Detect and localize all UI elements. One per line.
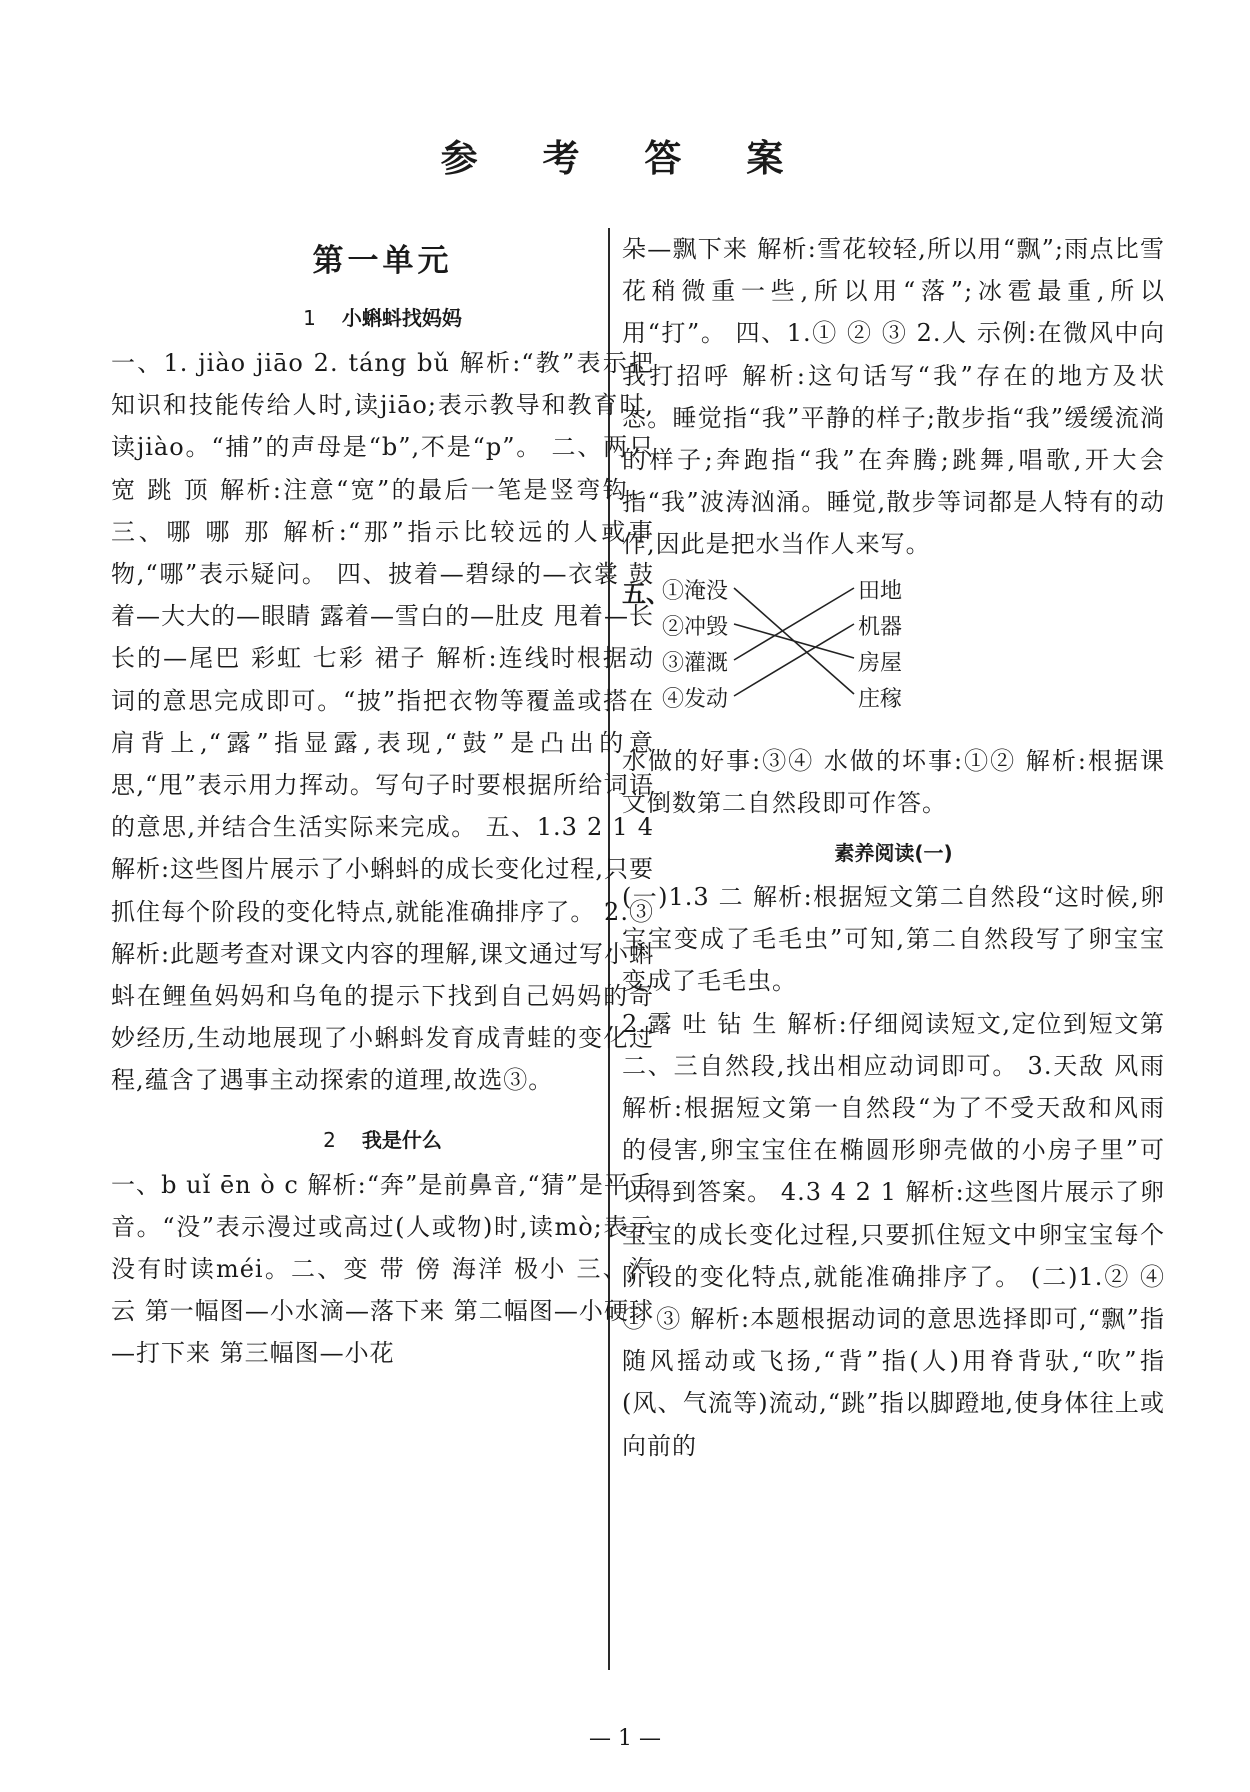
reading-heading: 素养阅读(一): [834, 841, 953, 866]
right-column: [622, 228, 1165, 1467]
match-left-item: ①淹没: [662, 578, 729, 604]
matching-exercise: [622, 570, 1165, 740]
lesson-2-heading: [111, 1116, 654, 1164]
match-line: [734, 624, 854, 696]
lesson-2-summary: 水做的好事:③④ 水做的坏事:①② 解析:根据课文倒数第二自然段即可作答。: [622, 746, 1165, 817]
lesson-1-number: 1: [303, 306, 316, 330]
reading-answer-2: 2.露 吐 钻 生 解析:仔细阅读短文,定位到短文第二、三自然段,找出相应动词即可。 3.天敌 风雨 解析:根据短文第一自然段“为了不受天敌和风雨的侵害,卵宝宝住在椭圆形卵壳做的小房子里”可以得到答案。 4.3 4 2 1 解析:这些图片展示了卵宝宝的成长变化过程,只要抓住短文中卵宝宝每个阶段的变化特点,就能准确排序了。 (二)1.② ④ ① ③ 解析:本题根据动词的意思选择即可,“飘”指随风摇动或飞扬,“背”指(人)用脊背驮,“吹”指(风、气流等)流动,“跳”指以脚蹬地,使身体往上或向前的: [622, 1009, 1165, 1460]
lesson-1-answers: 一、1. jiào jiāo 2. táng bǔ 解析:“教”表示把知识和技能传给人时,读jiāo;表示教导和教育时,读jiào。“捕”的声母是“b”,不是“p”。 二、两只 宽 跳 顶 解析:注意“宽”的最后一笔是竖弯钩。三、哪 哪 那 解析:“那”指示比较远的人或事物,“哪”表示疑问。 四、披着—碧绿的—衣裳 鼓着—大大的—眼睛 露着—雪白的—肚皮 甩着—长长的—尾巴 彩虹 七彩 裙子 解析:连线时根据动词的意思完成即可。“披”指把衣物等覆盖或搭在肩背上,“露”指显露,表现,“鼓”是凸出的意思,“甩”表示用力挥动。写句子时要根据所给词语的意思,并结合生活实际来完成。 五、1.3 2 1 4 解析:这些图片展示了小蝌蚪的成长变化过程,只要抓住每个阶段的变化特点,就能准确排序了。 2.③ 解析:此题考查对课文内容的理解,课文通过写小蝌蚪在鲤鱼妈妈和乌龟的提示下找到自己妈妈的奇妙经历,生动地展现了小蝌蚪发育成青蛙的变化过程,蕴含了遇事主动探索的道理,故选③。: [111, 349, 654, 1095]
match-left-item: ④发动: [662, 686, 729, 712]
unit-title: 第一单元: [312, 243, 453, 279]
page-number: — 1 —: [589, 1726, 661, 1751]
match-left-item: ②冲毁: [662, 614, 729, 640]
match-left-item: ③灌溉: [662, 650, 729, 676]
lesson-2-title: 我是什么: [361, 1127, 442, 1152]
lesson-2-answers-continued: 朵—飘下来 解析:雪花较轻,所以用“飘”;雨点比雪花稍微重一些,所以用“落”;冰雹最重,所以用“打”。 四、1.① ② ③ 2.人 示例:在微风中向我打招呼 解析:这句话写“我”存在的地方及状态。睡觉指“我”平静的样子;散步指“我”缓缓流淌的样子;奔跑指“我”在奔腾;跳舞,唱歌,开大会指“我”波涛汹涌。睡觉,散步等词都是人特有的动作,因此是把水当作人来写。: [622, 235, 1165, 559]
page-title: 参 考 答 案: [440, 137, 810, 180]
reading-answer-1: (一)1.3 二 解析:根据短文第二自然段“这时候,卵宝宝变成了毛毛虫”可知,第二自然段写了卵宝宝变成了毛毛虫。: [622, 883, 1165, 996]
lesson-2-answers: 一、b uǐ ēn ò c 解析:“奔”是前鼻音,“猜”是平舌音。“没”表示漫过或高过(人或物)时,读mò;表示没有时读méi。二、变 带 傍 海洋 极小 三、汽 云 第一幅图—小水滴—落下来 第二幅图—小硬球—打下来 第三幅图—小花: [111, 1170, 654, 1368]
matching-label: 五、: [622, 579, 670, 608]
lesson-2-number: 2: [323, 1127, 336, 1152]
left-column: [111, 228, 654, 1375]
match-right-item: 庄稼: [858, 686, 903, 712]
lesson-1-title: 小蝌蚪找妈妈: [341, 306, 462, 330]
lesson-1-heading: [111, 294, 654, 342]
matching-lines: [622, 570, 922, 720]
match-right-item: 房屋: [858, 650, 903, 676]
match-line: [734, 624, 854, 658]
match-line: [734, 588, 854, 660]
match-right-item: 田地: [858, 578, 903, 604]
match-right-item: 机器: [858, 614, 903, 640]
